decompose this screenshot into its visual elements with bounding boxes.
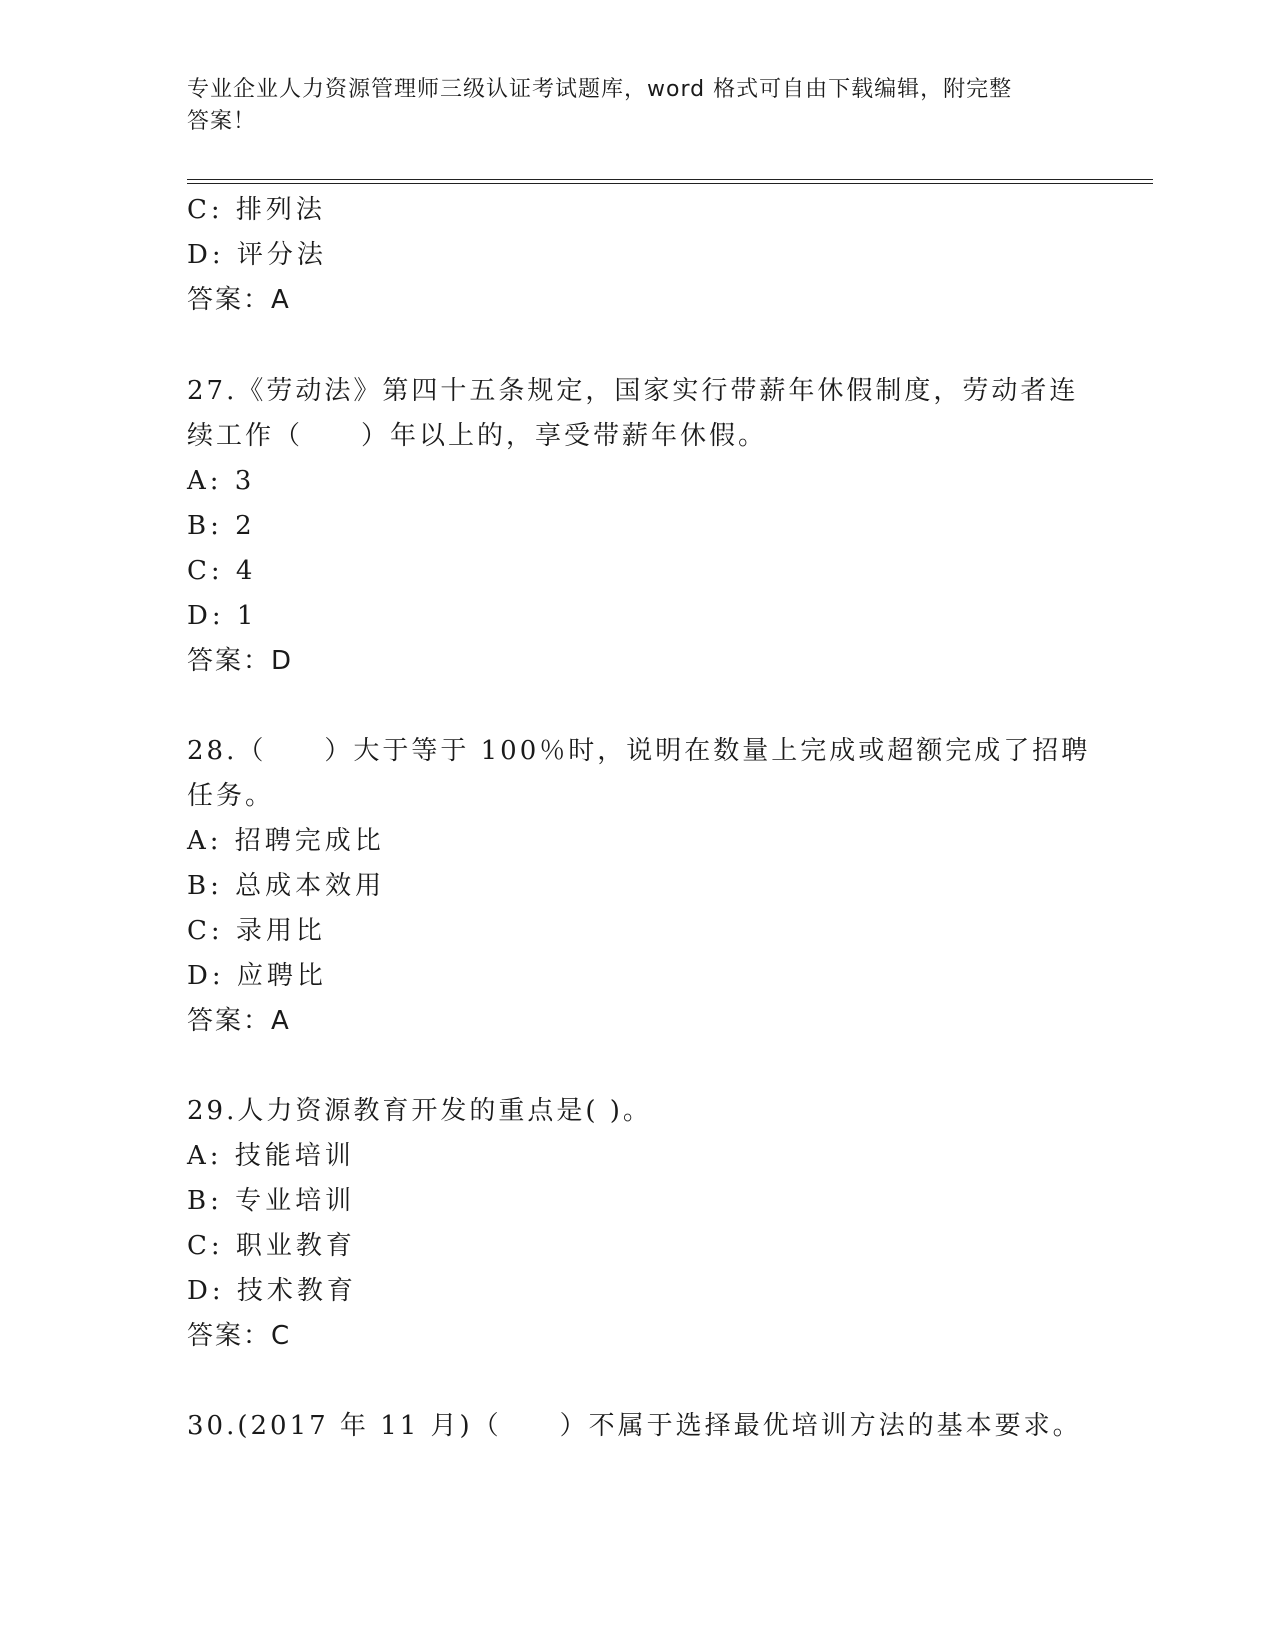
q28-stem-line-1: 28.（ ）大于等于 100％时，说明在数量上完成或超额完成了招聘: [187, 736, 1091, 766]
q29-option-b: B: 专业培训: [187, 1186, 356, 1216]
header-divider-bottom: [187, 183, 1153, 184]
q27-stem-line-2: 续工作（ ）年以上的，享受带薪年休假。: [187, 421, 768, 451]
prev-answer: 答案：A: [187, 285, 291, 315]
q27-stem-line-1: 27.《劳动法》第四十五条规定，国家实行带薪年休假制度，劳动者连: [187, 376, 1079, 406]
q28-option-c: C: 录用比: [187, 916, 326, 946]
prev-option-c: C: 排列法: [187, 195, 326, 225]
q30-stem-line-1: 30.(2017 年 11 月)（ ）不属于选择最优培训方法的基本要求。: [187, 1411, 1082, 1441]
q28-option-a: A: 招聘完成比: [187, 826, 385, 856]
q27-answer: 答案：D: [187, 646, 294, 676]
q28-option-b: B: 总成本效用: [187, 871, 386, 901]
q29-option-a: A: 技能培训: [187, 1141, 355, 1171]
q29-option-c: C: 职业教育: [187, 1231, 356, 1261]
prev-option-d: D: 评分法: [187, 240, 327, 270]
q28-stem-line-2: 任务。: [187, 781, 275, 811]
q28-answer: 答案：A: [187, 1006, 291, 1036]
header-line-2: 答案！: [187, 109, 257, 134]
header-line-1: 专业企业人力资源管理师三级认证考试题库，word 格式可自由下载编辑，附完整: [187, 77, 1013, 102]
q29-option-d: D: 技术教育: [187, 1276, 357, 1306]
q27-option-b: B: 2: [187, 511, 256, 541]
document-header: [187, 74, 1067, 138]
q27-option-a: A: 3: [187, 466, 256, 496]
header-divider-top: [187, 179, 1153, 180]
q29-answer: 答案：C: [187, 1321, 292, 1351]
q28-option-d: D: 应聘比: [187, 961, 327, 991]
q27-option-c: C: 4: [187, 556, 257, 586]
q27-option-d: D: 1: [187, 601, 258, 631]
q29-stem-line-1: 29.人力资源教育开发的重点是( )。: [187, 1096, 652, 1126]
